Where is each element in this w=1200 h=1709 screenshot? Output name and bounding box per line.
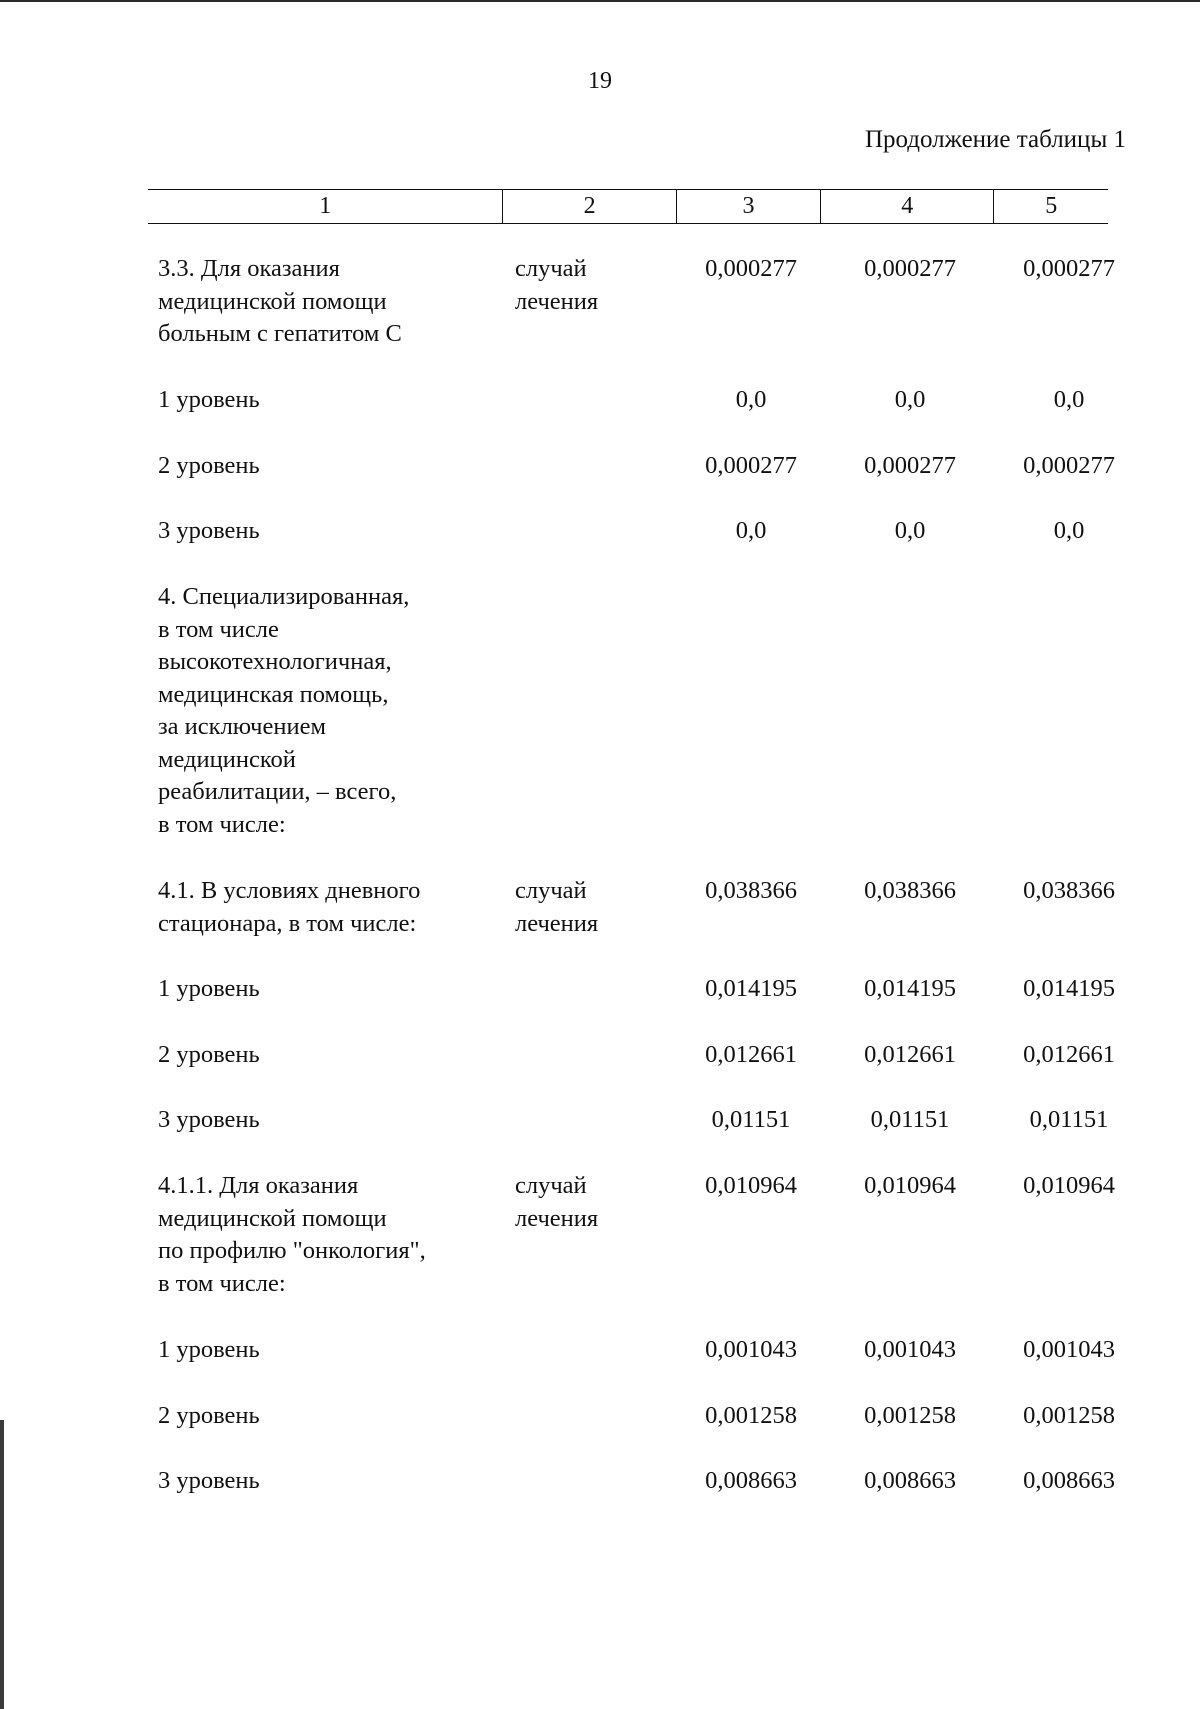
row-value-col4: 0,0 [894,386,926,413]
row-name: 1 уровень [158,386,260,413]
header-col-3: 3 [676,190,820,224]
row-value-col3: 0,001258 [705,1402,797,1429]
row-name: 3 уровень [158,1106,260,1133]
row-value-col5: 0,008663 [1023,1467,1115,1494]
header-col-2: 2 [503,190,676,224]
row-value-col4: 0,01151 [870,1106,950,1133]
row-name: 4. Специализированная, в том числе высокотехнологичная, медицинская помощь, за исключением медицинской реабилитации, – всего, в том числе: [158,583,410,838]
row-unit: случай лечения [515,877,599,937]
row-name: 3.3. Для оказания медицинской помощи больным с гепатитом С [158,255,402,347]
row-value-col4: 0,008663 [864,1467,956,1494]
row-value-col5: 0,0 [1053,517,1085,544]
row-name: 2 уровень [158,452,260,479]
row-value-col5: 0,012661 [1023,1041,1115,1068]
row-value-col4: 0,038366 [864,877,956,904]
row-value-col3: 0,000277 [705,452,797,479]
row-value-col3: 0,014195 [705,975,797,1002]
row-value-col3: 0,012661 [705,1041,797,1068]
row-name: 2 уровень [158,1041,260,1068]
row-value-col5: 0,001258 [1023,1402,1115,1429]
row-value-col3: 0,010964 [705,1172,797,1199]
row-value-col4: 0,012661 [864,1041,956,1068]
row-value-col4: 0,000277 [864,452,956,479]
row-value-col4: 0,0 [894,517,926,544]
row-value-col4: 0,010964 [864,1172,956,1199]
row-value-col5: 0,010964 [1023,1172,1115,1199]
row-value-col4: 0,001258 [864,1402,956,1429]
row-name: 3 уровень [158,1467,260,1494]
header-col-1: 1 [319,193,332,219]
header-col-4: 4 [821,190,994,224]
page-number: 19 [588,68,612,94]
row-value-col3: 0,008663 [705,1467,797,1494]
row-name: 4.1.1. Для оказания медицинской помощи по профилю "онкология", в том числе: [158,1172,426,1297]
row-name: 1 уровень [158,1336,260,1363]
row-value-col4: 0,000277 [864,255,956,282]
row-value-col3: 0,000277 [705,255,797,282]
row-value-col3: 0,001043 [705,1336,797,1363]
row-value-col3: 0,038366 [705,877,797,904]
row-value-col4: 0,001043 [864,1336,956,1363]
row-value-col5: 0,014195 [1023,975,1115,1002]
row-unit: случай лечения [515,1172,599,1232]
header-col-5: 5 [994,190,1108,224]
row-value-col4: 0,014195 [864,975,956,1002]
table-continuation-label: Продолжение таблицы 1 [864,126,1126,153]
row-value-col5: 0,001043 [1023,1336,1115,1363]
row-name: 3 уровень [158,517,260,544]
row-unit: случай лечения [515,255,599,315]
row-value-col5: 0,038366 [1023,877,1115,904]
row-name: 2 уровень [158,1402,260,1429]
row-name: 1 уровень [158,975,260,1002]
row-value-col5: 0,01151 [1029,1106,1109,1133]
row-value-col5: 0,000277 [1023,452,1115,479]
row-value-col5: 0,000277 [1023,255,1115,282]
row-value-col3: 0,0 [735,517,767,544]
row-value-col3: 0,01151 [711,1106,791,1133]
row-name: 4.1. В условиях дневного стационара, в том числе: [158,877,421,937]
row-value-col5: 0,0 [1053,386,1085,413]
row-value-col3: 0,0 [735,386,767,413]
